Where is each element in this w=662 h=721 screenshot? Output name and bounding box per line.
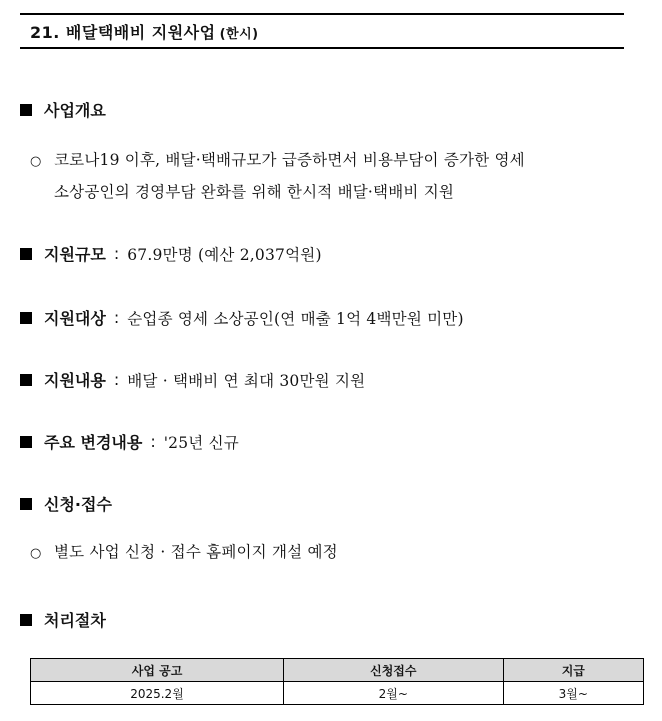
square-bullet-icon (20, 374, 32, 386)
overview-heading: 사업개요 (44, 101, 106, 120)
circle-bullet-icon: ○ (30, 546, 42, 561)
title-suffix: (한시) (219, 26, 259, 42)
square-bullet-icon (20, 498, 32, 510)
table-cell: 2025.2월 (31, 682, 284, 705)
apply-heading: 신청·접수 (44, 495, 112, 514)
square-bullet-icon (20, 436, 32, 448)
overview-text-2: 소상공인의 경영부담 완화를 위해 한시적 배달·택배비 지원 (54, 183, 455, 201)
changes-colon: : (150, 432, 156, 451)
square-bullet-icon (20, 104, 32, 116)
target-value: 순업종 영세 소상공인(연 매출 1억 4백만원 미만) (127, 309, 464, 328)
section-changes (20, 430, 239, 453)
content-heading: 지원내용 (44, 371, 106, 390)
apply-bullet-line (30, 540, 338, 562)
section-apply (20, 492, 112, 515)
scale-value: 67.9만명 (예산 2,037억원) (127, 245, 322, 264)
square-bullet-icon (20, 248, 32, 260)
section-procedure (20, 608, 106, 631)
square-bullet-icon (20, 614, 32, 626)
table-header-cell: 지급 (503, 659, 643, 682)
table-header-cell: 신청접수 (284, 659, 504, 682)
title-main: 21. 배달택배비 지원사업 (30, 22, 216, 42)
section-scale (20, 242, 322, 265)
section-target (20, 306, 464, 329)
overview-bullet-line-1 (30, 148, 525, 170)
document-title (30, 20, 259, 43)
changes-heading: 주요 변경내용 (44, 433, 143, 452)
table-header-row (31, 659, 644, 682)
content-colon: : (113, 370, 120, 389)
circle-bullet-icon: ○ (30, 154, 42, 169)
table-row (31, 682, 644, 705)
changes-value: '25년 신규 (163, 433, 239, 452)
procedure-table (30, 658, 644, 705)
apply-text: 별도 사업 신청 · 접수 홈페이지 개설 예정 (54, 543, 338, 561)
target-heading: 지원대상 (44, 309, 106, 328)
document-title-box (20, 13, 624, 49)
table-header-cell: 사업 공고 (31, 659, 284, 682)
content-value: 배달 · 택배비 연 최대 30만원 지원 (127, 371, 366, 390)
target-colon: : (113, 308, 120, 327)
section-overview (20, 98, 106, 121)
table-cell: 2월~ (284, 682, 504, 705)
section-content (20, 368, 365, 391)
overview-text-1: 코로나19 이후, 배달·택배규모가 급증하면서 비용부담이 증가한 영세 (54, 151, 525, 169)
scale-heading: 지원규모 (44, 245, 106, 264)
square-bullet-icon (20, 312, 32, 324)
procedure-heading: 처리절차 (44, 611, 106, 630)
scale-colon: : (113, 244, 120, 263)
table-cell: 3월~ (503, 682, 643, 705)
